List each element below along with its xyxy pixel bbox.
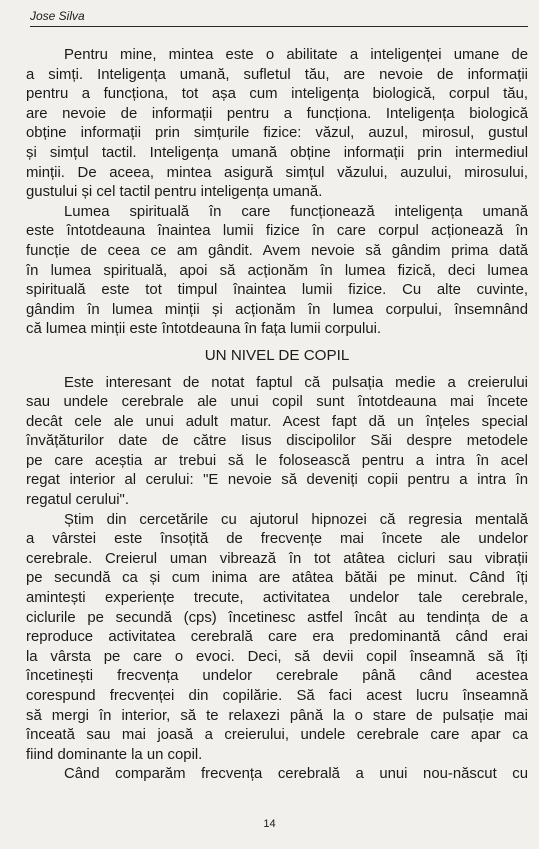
text-line: obține informații prin simțurile fizice: văzul, auzul, mirosul, gustul [26, 125, 528, 142]
text-line: în lumea spirituală, apoi să acționăm în lumea fizică, deci lumea [26, 262, 528, 279]
text-line: pentru a funcționa, tot așa cum inteligența biologică, corpul tău, [26, 86, 528, 103]
text-line: fiind dominante la un copil. [26, 746, 203, 763]
text-line: că lumea minții este întotdeauna în fața lumii corpului. [26, 321, 382, 338]
text-line: și simțul tactil. Inteligența umană obține informații prin intermediul [26, 144, 528, 161]
paragraph [26, 46, 528, 203]
section-heading: UN NIVEL DE COPIL [204, 346, 350, 364]
text-line: este întotdeauna înaintea lumii fizice în care corpul acționează în [26, 223, 528, 240]
text-line: decât cele ale unui adult matur. Acest fapt dă un înțeles special [26, 413, 528, 430]
text-line: Este interesant de notat faptul că pulsația medie a creierului [64, 374, 528, 391]
paragraph [26, 511, 528, 766]
text-line: regatul cerului". [26, 492, 129, 509]
text-line: Pentru mine, mintea este o abilitate a inteligenței umane de [64, 47, 528, 63]
text-line: la vârsta pe care o evoci. Deci, să devii copil înseamnă să îți [26, 648, 528, 665]
paragraph [26, 203, 528, 340]
text-line: reproduce activitatea cerebrală care era predominantă când erai [26, 629, 528, 646]
text-line: Când comparăm frecvența cerebrală a unui nou-născut cu [64, 766, 528, 783]
text-line: gustului și cel tactil pentru inteligența umană. [26, 184, 323, 201]
text-line: minții. De aceea, mintea asigură simțul văzului, auzului, mirosului, [26, 164, 528, 181]
paragraph [26, 374, 528, 511]
text-line: spirituală este tot timpul înaintea lumii fizice. Cu alte cuvinte, [26, 282, 528, 299]
text-line: sau undele cerebrale ale unui copil sunt întotdeauna mai încete [26, 394, 528, 411]
page-number: 14 [263, 818, 276, 830]
text-line: regat interior al cerului: "E nevoie să deveniți copii pentru a intra în [26, 472, 528, 489]
text-line: a simți. Inteligența umană, sufletul tău, are nevoie de informații [26, 66, 528, 83]
text-line: pe secundă ca și cum inima are atâtea bătăi pe minut. Când îți [26, 570, 528, 587]
text-line: să mergi în interior, să te relaxezi până la o stare de pulsație mai [26, 707, 528, 724]
text-line: are nevoie de informații pentru a funcționa. Inteligența biologică [26, 105, 528, 122]
text-line: pe care aceștia ar trebui să le folosească pentru a intra în acel [26, 452, 528, 469]
running-header [30, 9, 528, 27]
text-line: Lumea spirituală în care funcționează inteligența umană [64, 203, 528, 220]
text-line: învățăturilor date de către Iisus discipolilor Săi despre metodele [26, 433, 528, 450]
text-line: corespund frecvenței din copilărie. Să faci acest lucru înseamnă [26, 688, 528, 704]
text-line: a vârstei este însoțită de frecvențe mai încete ale undelor [26, 531, 528, 548]
text-line: gândim în lumea minții și acționăm în lumea corpului, însemnând [26, 301, 528, 318]
text-line: înceată sau mai joasă a creierului, undele cerebrale care apar ca [26, 727, 528, 744]
body-text [26, 46, 528, 785]
text-line: încetinești frecvența undelor cerebrale până când acestea [26, 668, 528, 685]
text-line: ciclurile pe secundă (cps) încetinesc astfel încât au tendința de a [26, 609, 528, 626]
text-line: cerebrale. Creierul uman vibrează în tot atâtea cicluri sau vibrații [26, 550, 528, 567]
text-line: funcție de ceea ce am gândit. Avem nevoie să gândim prima dată [26, 242, 528, 259]
text-line: Știm din cercetările cu ajutorul hipnozei că regresia mentală [64, 511, 528, 528]
text-line: amintești experiențe trecute, activitatea undelor tale cerebrale, [26, 590, 528, 607]
paragraph [26, 765, 528, 785]
header-author: Jose Silva [30, 9, 85, 23]
